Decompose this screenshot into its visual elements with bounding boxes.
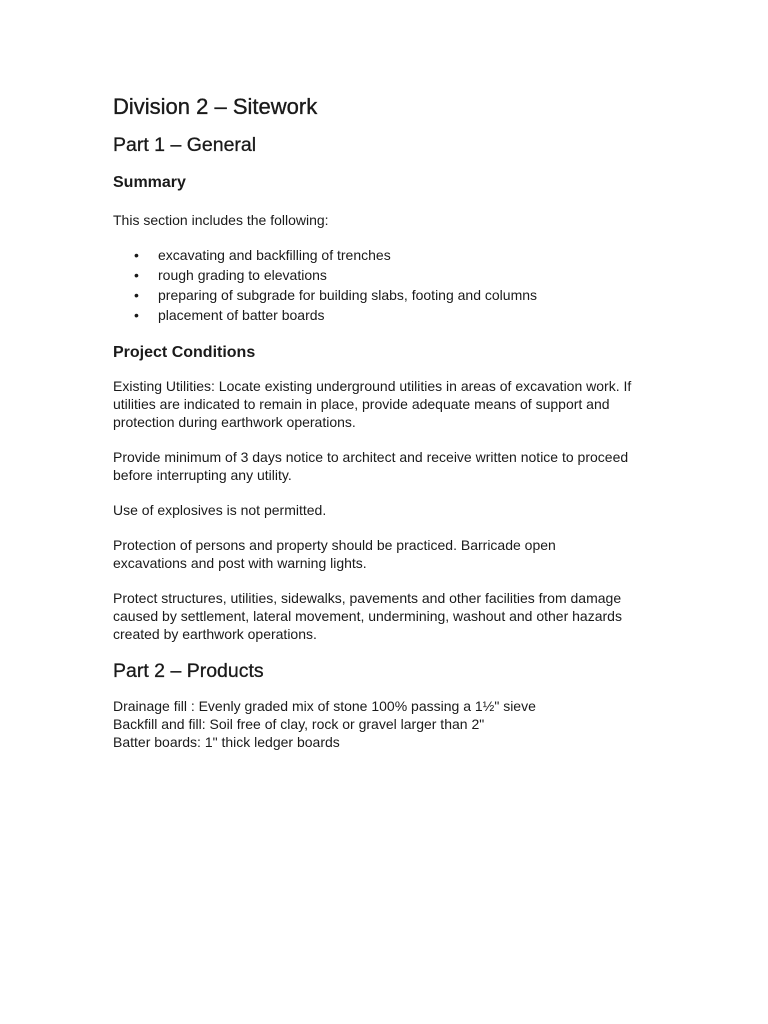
bullet-icon: •: [134, 287, 139, 303]
list-item-text: excavating and backfilling of trenches: [158, 247, 391, 263]
part1-title: Part 1 – General: [113, 134, 257, 156]
list-item: [113, 265, 768, 285]
list-item: [113, 285, 768, 305]
bullet-icon: •: [134, 247, 139, 263]
summary-list: [113, 245, 768, 325]
products-list: [113, 697, 768, 751]
product-line: Backfill and fill: Soil free of clay, rock or gravel larger than 2": [113, 716, 485, 732]
list-item: [113, 305, 768, 325]
product-line: Drainage fill : Evenly graded mix of stone 100% passing a 1½" sieve: [113, 698, 536, 714]
conditions-paragraph: Protection of persons and property should be practiced. Barricade open excavations and post with warning lights.: [113, 537, 556, 571]
product-line: Batter boards: 1" thick ledger boards: [113, 734, 340, 750]
summary-intro: This section includes the following:: [113, 212, 329, 228]
conditions-paragraph: Use of explosives is not permitted.: [113, 502, 327, 518]
list-item-text: rough grading to elevations: [158, 267, 327, 283]
division-title: Division 2 – Sitework: [113, 94, 318, 119]
bullet-icon: •: [134, 267, 139, 283]
part2-title: Part 2 – Products: [113, 660, 264, 682]
conditions-heading: Project Conditions: [113, 344, 256, 361]
list-item: [113, 245, 768, 265]
conditions-paragraph: Protect structures, utilities, sidewalks, pavements and other facilities from damage caused by settlement, lateral movement, undermining, washout and other hazards created by earthwork operations.: [113, 590, 622, 642]
bullet-icon: •: [134, 307, 139, 323]
summary-heading: Summary: [113, 174, 186, 191]
list-item-text: preparing of subgrade for building slabs, footing and columns: [158, 287, 538, 303]
conditions-paragraph: Provide minimum of 3 days notice to architect and receive written notice to proceed before interrupting any utility.: [113, 449, 629, 483]
conditions-paragraph: Existing Utilities: Locate existing underground utilities in areas of excavation work. If utilities are indicated to remain in place, provide adequate means of support and protection during earthwork operations.: [113, 378, 632, 430]
list-item-text: placement of batter boards: [158, 307, 325, 323]
